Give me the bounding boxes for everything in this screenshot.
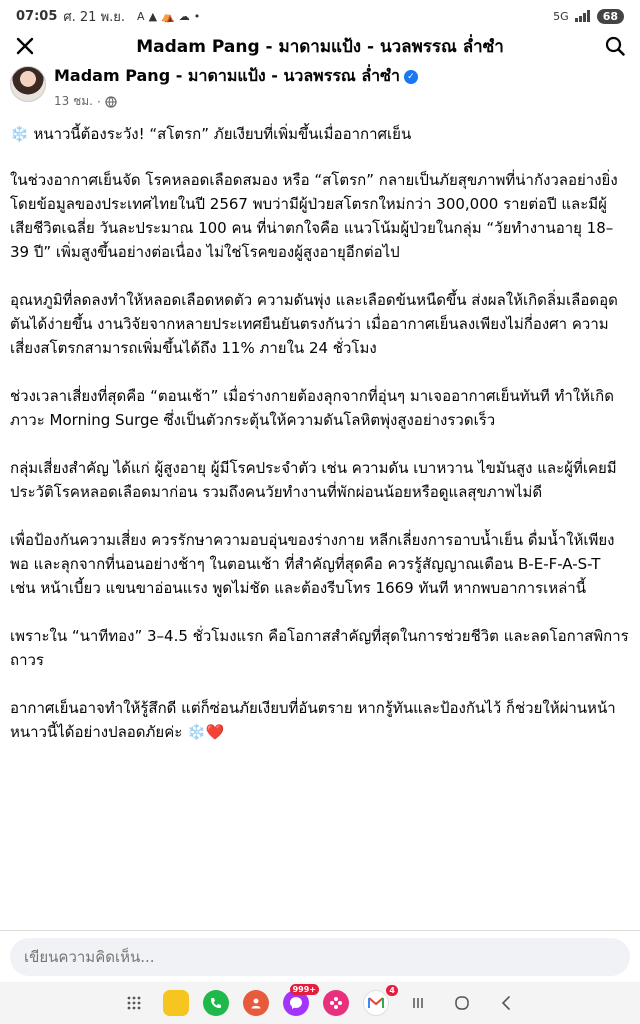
messenger-badge: 999+	[290, 984, 319, 995]
recents-icon	[411, 996, 425, 1010]
post-paragraph: ช่วงเวลาเสี่ยงที่สุดคือ “ตอนเช้า” เมื่อร่างกายต้องลุกจากที่อุ่นๆ มาเจออากาศเย็นทันที ทำให้เกิดภาวะ Morning Surge ซึ่งเป็นตัวกระตุ้นให้ความดันโลหิตพุ่งสูงอย่างรวดเร็ว	[10, 387, 614, 429]
close-icon	[16, 37, 34, 55]
post-meta	[54, 92, 418, 111]
post-paragraph: อากาศเย็นอาจทำให้รู้สึกดี แต่ก็ซ่อนภัยเงียบที่อันตราย หากรู้ทันและป้องกันไว้ ก็ช่วยให้ผ่านหน้าหนาวนี้ได้อย่างปลอดภัยค่ะ ❄️❤️	[10, 699, 616, 741]
author-avatar[interactable]	[10, 66, 46, 102]
author-name[interactable]: Madam Pang - มาดามแป้ง - นวลพรรณ ล่ำซำ	[54, 66, 400, 85]
back-icon	[500, 996, 512, 1010]
person-icon	[250, 997, 262, 1009]
globe-icon	[105, 96, 117, 108]
post-paragraph: อุณหภูมิที่ลดลงทำให้หลอดเลือดหดตัว ความดันพุ่ง และเลือดข้นหนืดขึ้น ส่งผลให้เกิดลิ่มเลือดอุดตันได้ง่ายขึ้น งานวิจัยจากหลายประเทศยืนยันตรงกันว่า เมื่ออากาศเย็นลงเพียงไม่กี่องศา ความเสี่ยงสโตรกสามารถเพิ่มขึ้นได้ถึง 11% ภายใน 24 ชั่วโมง	[10, 291, 618, 357]
post-body	[10, 122, 630, 768]
status-date: ศ. 21 พ.ย.	[63, 9, 126, 25]
recents-button[interactable]	[403, 990, 433, 1016]
grid-icon	[127, 996, 141, 1010]
search-button[interactable]	[602, 33, 628, 59]
network-label: 5G	[553, 9, 569, 23]
author-info	[54, 64, 418, 111]
search-icon	[605, 36, 625, 56]
post-headline: ❄️ หนาวนี้ต้องระวัง! “สโตรก” ภัยเงียบที่เพิ่มขึ้นเมื่ออากาศเย็น	[10, 125, 412, 143]
comment-bar	[0, 930, 640, 982]
post-paragraph: กลุ่มเสี่ยงสำคัญ ได้แก่ ผู้สูงอายุ ผู้มีโรคประจำตัว เช่น ความดัน เบาหวาน ไขมันสูง และผู้ที่เคยมีประวัติโรคหลอดเลือดมาก่อน รวมถึงคนวัยทำงานที่พักผ่อนน้อยหรือดูแลสุขภาพไม่ดี	[10, 459, 617, 501]
messenger-app-icon[interactable]	[283, 985, 316, 1016]
warning-icon: ▲	[148, 9, 158, 23]
gallery-app-icon[interactable]	[323, 990, 349, 1016]
back-button[interactable]	[491, 990, 521, 1016]
messenger-icon	[289, 996, 303, 1010]
comment-input[interactable]	[10, 938, 630, 976]
notification-icons	[137, 10, 200, 23]
home-icon	[454, 995, 470, 1011]
post-header	[0, 64, 640, 114]
status-time: 07:05	[16, 8, 58, 24]
gmail-app-icon[interactable]	[363, 986, 395, 1016]
app-notification-icon: ⛺	[161, 9, 175, 23]
app-header	[0, 32, 640, 60]
phone-icon	[210, 997, 222, 1009]
status-left	[16, 6, 200, 27]
navigation-bar	[0, 982, 640, 1024]
close-button[interactable]	[12, 33, 38, 59]
app-drawer-button[interactable]	[119, 990, 149, 1016]
author-name-line	[54, 64, 418, 89]
post-time[interactable]: 13 ชม.	[54, 94, 93, 108]
status-bar	[0, 0, 640, 32]
meta-separator: ·	[96, 94, 101, 109]
phone-app-icon[interactable]	[203, 990, 229, 1016]
contacts-app-icon[interactable]	[243, 990, 269, 1016]
home-button[interactable]	[447, 990, 477, 1016]
post-paragraph: เพื่อป้องกันความเสี่ยง ควรรักษาความอบอุ่นของร่างกาย หลีกเลี่ยงการอาบน้ำเย็น ดื่มน้ำให้เพียงพอ และลุกจากที่นอนอย่างช้าๆ ในตอนเช้า ที่สำคัญที่สุดคือ ควรรู้สัญญาณเตือน B-E-F-A-S-T เช่น หน้าเบี้ยว แขนขาอ่อนแรง พูดไม่ชัด และต้องรีบโทร 1669 ทันที หากพบอาการเหล่านี้	[10, 531, 615, 597]
status-right	[553, 9, 624, 24]
flower-icon	[329, 996, 343, 1010]
post-paragraph: เพราะใน “นาทีทอง” 3–4.5 ชั่วโมงแรก คือโอกาสสำคัญที่สุดในการช่วยชีวิต และลดโอกาสพิการถาวร	[10, 627, 629, 669]
page-title: Madam Pang - มาดามแป้ง - นวลพรรณ ล่ำซำ	[136, 36, 504, 57]
signal-icon	[575, 10, 591, 22]
notes-app-icon[interactable]	[163, 990, 189, 1016]
gmail-badge: 4	[386, 985, 398, 996]
battery-indicator: 68	[597, 9, 624, 24]
cloud-icon: ☁	[178, 9, 190, 23]
dot-icon: •	[193, 9, 201, 23]
verified-badge-icon: ✓	[404, 70, 418, 84]
notification-icon-a: A	[137, 9, 145, 23]
gmail-icon	[368, 997, 384, 1009]
post-paragraph: ในช่วงอากาศเย็นจัด โรคหลอดเลือดสมอง หรือ “สโตรก” กลายเป็นภัยสุขภาพที่น่ากังวลอย่างยิ่ง โดยข้อมูลของประเทศไทยในปี 2567 พบว่ามีผู้ป่วยสโตรกใหม่กว่า 300,000 รายต่อปี และมีผู้เสียชีวิตเฉลี่ย วันละประมาณ 100 คน ที่น่าตกใจคือ แนวโน้มผู้ป่วยในกลุ่ม “วัยทำงานอายุ 18–39 ปี” เพิ่มสูงขึ้นอย่างต่อเนื่อง ไม่ใช่โรคของผู้สูงอายุอีกต่อไป	[10, 171, 618, 261]
